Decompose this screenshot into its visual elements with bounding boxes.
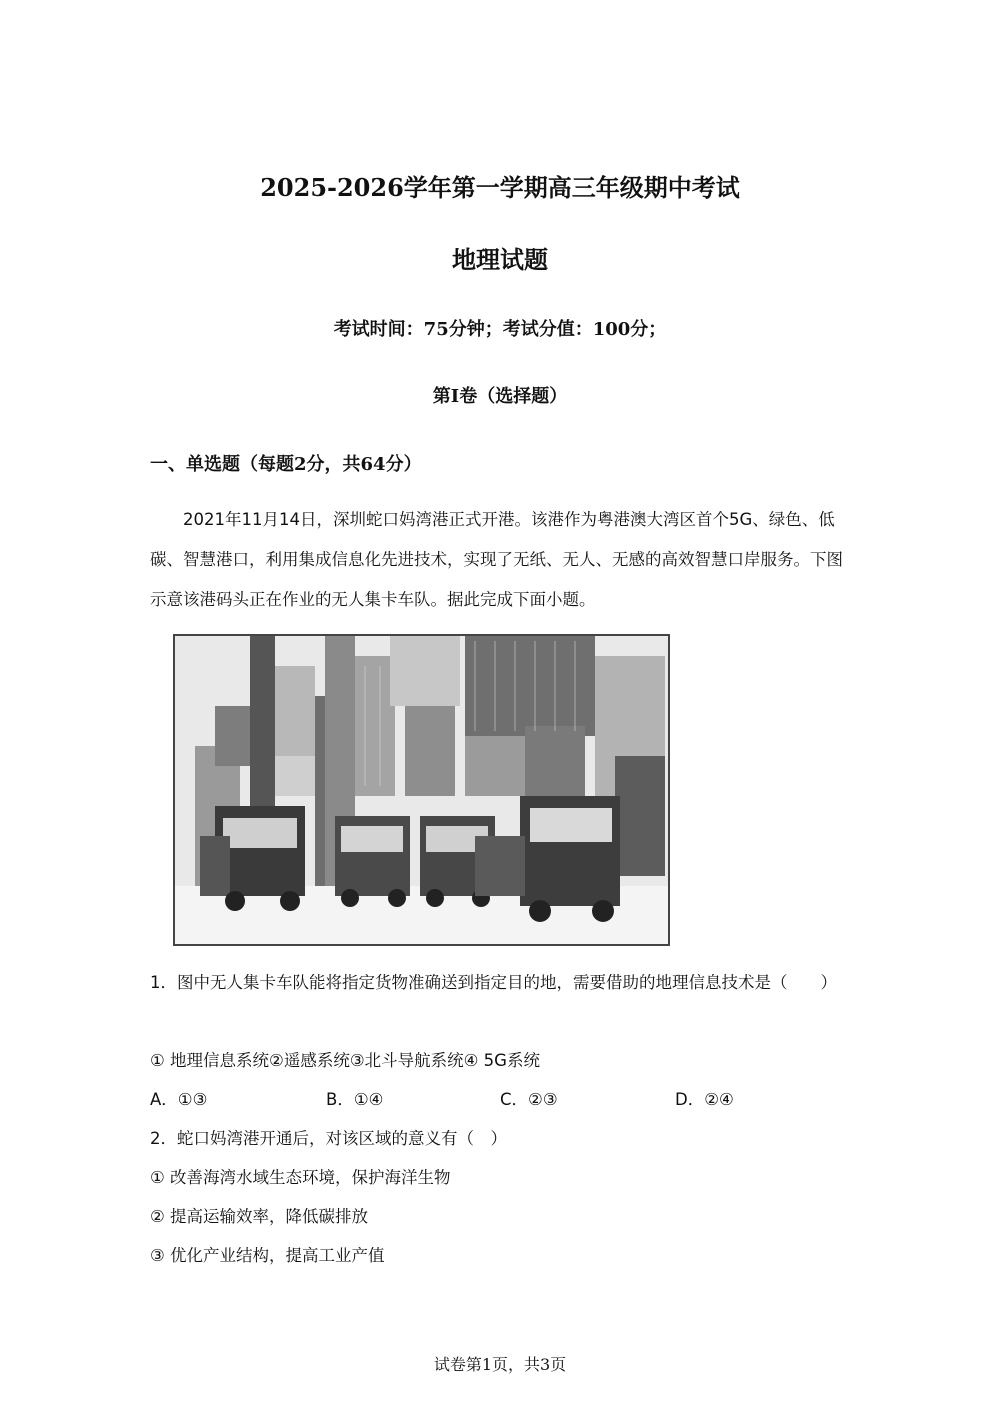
question-1-statements: ① 地理信息系统②遥感系统③北斗导航系统④ 5G系统 [150, 1051, 540, 1070]
question-1-options [150, 1081, 850, 1119]
question-2-stem: 2．蛇口妈湾港开通后，对该区域的意义有（ ） [150, 1129, 507, 1148]
question-2-statement-1: ① 改善海湾水域生态环境，保护海洋生物 [150, 1168, 451, 1187]
subject-title: 地理试题 [452, 245, 548, 274]
option-c: C．②③ [500, 1090, 558, 1109]
port-truck-photo [173, 634, 670, 946]
question-1-stem: 1．图中无人集卡车队能将指定货物准确送到指定目的地，需要借助的地理信息技术是（ ） [150, 973, 837, 992]
page-footer: 试卷第1页，共3页 [433, 1355, 567, 1374]
exam-info: 考试时间：75分钟；考试分值：100分； [333, 319, 667, 340]
volume-title: 第I卷（选择题） [432, 386, 568, 407]
option-d: D．②④ [675, 1090, 734, 1109]
question-2-statement-3: ③ 优化产业结构，提高工业产值 [150, 1246, 385, 1265]
option-b: B．①④ [326, 1090, 384, 1109]
question-2-statement-2: ② 提高运输效率，降低碳排放 [150, 1207, 369, 1226]
section-heading: 一、单选题（每题2分，共64分） [150, 454, 422, 475]
option-a: A．①③ [150, 1090, 208, 1109]
reading-passage: 2021年11月14日，深圳蛇口妈湾港正式开港。该港作为粤港澳大湾区首个5G、绿色、低碳、智慧港口，利用集成信息化先进技术，实现了无纸、无人、无感的高效智慧口岸服务。下图示意该港码头正在作业的无人集卡车队。据此完成下面小题。 [150, 510, 843, 609]
exam-title: 2025-2026学年第一学期高三年级期中考试 [260, 173, 740, 202]
